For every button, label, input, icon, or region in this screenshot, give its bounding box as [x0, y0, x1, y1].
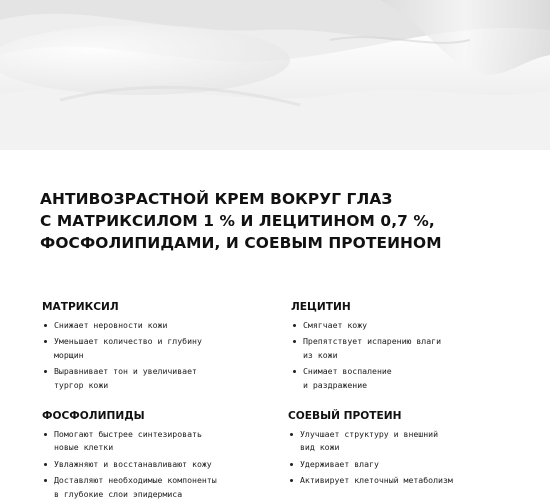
- benefit-list: [288, 428, 453, 488]
- benefit-item: [42, 474, 217, 501]
- benefit-text: и раздражение: [303, 379, 368, 390]
- benefit-item: [42, 458, 217, 471]
- benefit-text: Препятствует испарению влаги: [303, 336, 442, 347]
- ingredient-block-letsitin: [291, 300, 441, 395]
- bullet-icon: [290, 433, 293, 436]
- bullet-icon: [290, 479, 293, 482]
- bullet-icon: [293, 370, 296, 373]
- bullet-icon: [44, 433, 47, 436]
- benefit-text: морщин: [54, 349, 84, 360]
- bullet-icon: [44, 463, 47, 466]
- cream-texture-image: [0, 0, 550, 150]
- benefit-item: [291, 365, 441, 392]
- benefit-text: вид кожи: [300, 442, 340, 453]
- ingredient-block-soevyy-protein: [288, 409, 453, 491]
- benefit-text: Улучшает структуру и внешний: [300, 429, 439, 439]
- benefit-text: Удерживает влагу: [300, 458, 379, 469]
- ingredient-block-fosfolipidy: [42, 409, 217, 504]
- bullet-icon: [293, 340, 296, 343]
- benefit-item: [42, 335, 202, 362]
- title-line: ФОСФОЛИПИДАМИ, И СОЕВЫМ ПРОТЕИНОМ: [40, 234, 442, 252]
- benefit-text: в глубокие слои эпидермиса: [54, 488, 183, 499]
- bullet-icon: [44, 479, 47, 482]
- bullet-icon: [44, 370, 47, 373]
- benefit-text: Снимает воспаление: [303, 366, 392, 377]
- benefit-text: из кожи: [303, 349, 338, 360]
- title-line: С МАТРИКСИЛОМ 1 % И ЛЕЦИТИНОМ 0,7 %,: [40, 212, 435, 230]
- ingredient-heading: МАТРИКСИЛ: [42, 301, 119, 313]
- ingredient-heading: ФОСФОЛИПИДЫ: [42, 410, 145, 422]
- benefit-item: [291, 335, 441, 362]
- bullet-icon: [290, 463, 293, 466]
- benefit-list: [42, 319, 202, 392]
- bullet-icon: [44, 324, 47, 327]
- benefit-list: [291, 319, 441, 392]
- benefit-list: [42, 428, 217, 501]
- product-title: [40, 188, 540, 254]
- ingredient-block-matriksil: [42, 300, 202, 395]
- benefit-text: тургор кожи: [54, 379, 109, 390]
- benefit-item: [42, 428, 217, 455]
- bullet-icon: [293, 324, 296, 327]
- benefit-item: [291, 319, 441, 332]
- benefit-text: Уменьшает количество и глубину: [54, 336, 202, 347]
- benefit-item: [288, 458, 453, 471]
- benefit-item: [42, 365, 202, 392]
- ingredient-heading: ЛЕЦИТИН: [291, 301, 351, 313]
- benefit-text: Смягчает кожу: [303, 320, 368, 330]
- bullet-icon: [44, 340, 47, 343]
- benefit-text: Помогают быстрее синтезировать: [54, 429, 202, 439]
- benefit-text: Доставляют необходимые компоненты: [54, 475, 217, 486]
- benefit-item: [42, 319, 202, 332]
- ingredient-heading: СОЕВЫЙ ПРОТЕИН: [288, 410, 402, 422]
- benefit-text: новые клетки: [54, 442, 114, 453]
- benefit-text: Увлажняют и восстанавливают кожу: [54, 458, 212, 469]
- benefit-text: Выравнивает тон и увеличивает: [54, 366, 197, 377]
- benefit-item: [288, 474, 453, 487]
- benefit-text: Снижает неровности кожи: [54, 320, 168, 330]
- benefit-text: Активирует клеточный метаболизм: [300, 475, 453, 486]
- title-line: АНТИВОЗРАСТНОЙ КРЕМ ВОКРУГ ГЛАЗ: [40, 190, 393, 208]
- benefit-item: [288, 428, 453, 455]
